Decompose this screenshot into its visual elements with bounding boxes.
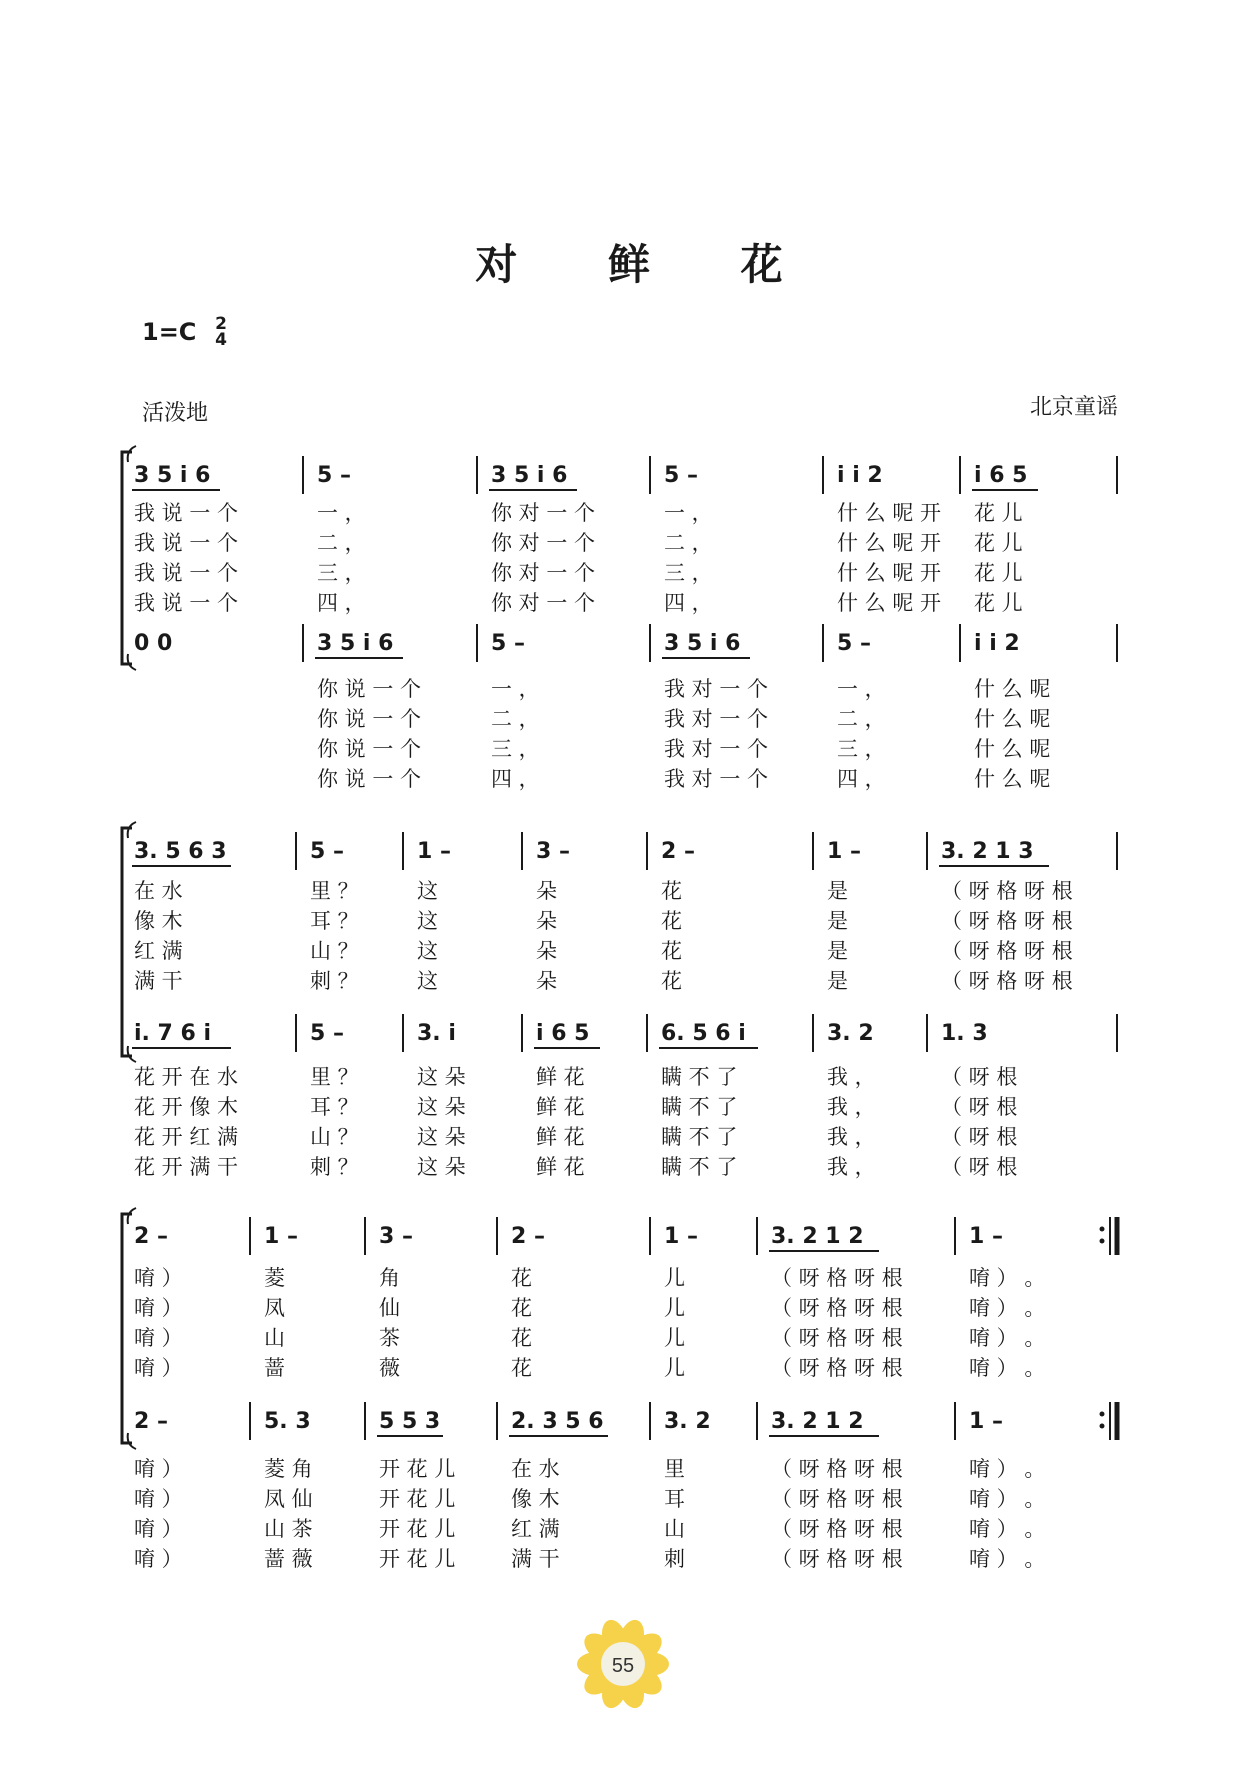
- system-2-bracket-top-hook: [128, 822, 136, 838]
- system-3-lower-measure-3: 5 5 3: [379, 1409, 441, 1434]
- system-3-lower-lyric-verse-1-seg-4: 在 水: [511, 1457, 560, 1481]
- system-3-upper-measure-6: 3. 2 1 2: [771, 1224, 864, 1249]
- system-1-lower-measure-5: 5 –: [837, 631, 871, 656]
- system-1-lower-lyric-verse-3-seg-2: 你 说 一 个: [317, 737, 422, 761]
- system-3-lower-lyric-verse-4-seg-3: 开 花 儿: [379, 1547, 456, 1571]
- system-3-lower-lyric-verse-3-seg-2: 山 茶: [264, 1517, 313, 1541]
- system-3-upper-lyric-verse-1-seg-6: （ 呀 格 呀 根: [771, 1266, 903, 1290]
- system-2-lower-lyric-verse-2-seg-3: 这 朵: [417, 1095, 466, 1119]
- system-2-upper-lyric-verse-3-seg-4: 朵: [536, 939, 557, 963]
- system-3-lower-lyric-verse-1-seg-3: 开 花 儿: [379, 1457, 456, 1481]
- system-2-lower-lyric-verse-2-seg-5: 瞒 不 了: [661, 1095, 738, 1119]
- system-2-lower-lyric-verse-4-seg-3: 这 朵: [417, 1155, 466, 1179]
- system-2-upper-measure-4: 3 –: [536, 839, 570, 864]
- system-1-upper-lyric-verse-1-seg-4: 一 ，: [664, 501, 713, 525]
- system-3-upper-measure-2: 1 –: [264, 1224, 298, 1249]
- system-2-lower-lyric-verse-3-seg-2: 山 ？: [310, 1125, 359, 1149]
- system-1-upper-lyric-verse-1-seg-6: 花 儿: [974, 501, 1023, 525]
- system-1-lower-measure-6: i i 2: [974, 631, 1020, 656]
- system-3-lower-lyric-verse-2-seg-6: （ 呀 格 呀 根: [771, 1487, 903, 1511]
- system-2-lower-lyric-verse-2-seg-6: 我 ，: [827, 1095, 876, 1119]
- system-2-lower-lyric-verse-4-seg-1: 花 开 满 干: [134, 1155, 239, 1179]
- system-1-lower-lyric-verse-3-seg-5: 三 ，: [837, 737, 886, 761]
- system-1-upper-lyric-verse-4-seg-4: 四 ，: [664, 591, 713, 615]
- system-2-upper-measure-5: 2 –: [661, 839, 695, 864]
- system-3-lower-lyric-verse-3-seg-3: 开 花 儿: [379, 1517, 456, 1541]
- system-1-upper-lyric-verse-3-seg-5: 什 么 呢 开: [837, 561, 942, 585]
- system-3-upper-lyric-verse-3-seg-7: 唷 ） 。: [969, 1326, 1046, 1350]
- system-1-lower-lyric-verse-3-seg-3: 三 ，: [491, 737, 540, 761]
- system-3-lower-lyric-verse-2-seg-1: 唷 ）: [134, 1487, 183, 1511]
- system-3-bracket: [122, 1214, 132, 1443]
- system-1-lower-lyric-verse-3-seg-4: 我 对 一 个: [664, 737, 769, 761]
- system-2-upper-lyric-verse-1-seg-5: 花: [661, 879, 682, 903]
- system-3-upper-lyric-verse-2-seg-3: 仙: [379, 1296, 400, 1320]
- system-2-lower-lyric-verse-1-seg-6: 我 ，: [827, 1065, 876, 1089]
- system-3-upper-lyric-verse-2-seg-2: 凤: [264, 1296, 285, 1320]
- system-1-lower-lyric-verse-3-seg-6: 什 么 呢: [974, 737, 1051, 761]
- system-3-lower-lyric-verse-2-seg-2: 凤 仙: [264, 1487, 313, 1511]
- system-2-upper-measure-6: 1 –: [827, 839, 861, 864]
- system-3-lower-lyric-verse-4-seg-6: （ 呀 格 呀 根: [771, 1547, 903, 1571]
- page-number: 55: [611, 1655, 635, 1677]
- time-denominator: 4: [215, 330, 227, 350]
- system-2-lower-lyric-verse-4-seg-2: 刺 ？: [310, 1155, 359, 1179]
- system-2-upper-measure-2: 5 –: [310, 839, 344, 864]
- system-1-lower-lyric-verse-1-seg-5: 一 ，: [837, 677, 886, 701]
- system-1-upper-lyric-verse-1-seg-5: 什 么 呢 开: [837, 501, 942, 525]
- repeat-dot-bottom-2: [1100, 1424, 1105, 1429]
- system-1-upper-measure-4: 5 –: [664, 463, 698, 488]
- system-2-upper-lyric-verse-4-seg-4: 朵: [536, 969, 557, 993]
- system-1-upper-lyric-verse-2-seg-6: 花 儿: [974, 531, 1023, 555]
- system-1-lower-lyric-verse-4-seg-6: 什 么 呢: [974, 767, 1051, 791]
- system-2-upper-lyric-verse-1-seg-4: 朵: [536, 879, 557, 903]
- system-3-upper-measure-4: 2 –: [511, 1224, 545, 1249]
- system-1-upper-lyric-verse-4-seg-6: 花 儿: [974, 591, 1023, 615]
- system-1-upper-lyric-verse-1-seg-3: 你 对 一 个: [491, 501, 596, 525]
- system-2-bracket: [122, 828, 132, 1056]
- system-3-upper-lyric-verse-4-seg-5: 儿: [664, 1356, 685, 1380]
- system-1-lower-measure-1: 0 0: [134, 631, 173, 656]
- system-1-upper-lyric-verse-4-seg-5: 什 么 呢 开: [837, 591, 942, 615]
- system-1-lower-measure-2: 3 5 i 6: [317, 631, 394, 656]
- system-2-lower-measure-3: 3. i: [417, 1021, 456, 1046]
- system-1-lower-lyric-verse-1-seg-4: 我 对 一 个: [664, 677, 769, 701]
- system-3-lower-lyric-verse-1-seg-5: 里: [664, 1457, 685, 1481]
- system-2-lower-measure-5: 6. 5 6 i: [661, 1021, 746, 1046]
- system-3-upper-lyric-verse-2-seg-1: 唷 ）: [134, 1296, 183, 1320]
- system-3-bracket-top-hook: [128, 1208, 136, 1224]
- system-3-lower-lyric-verse-2-seg-7: 唷 ） 。: [969, 1487, 1046, 1511]
- system-2-upper-lyric-verse-1-seg-3: 这: [417, 879, 438, 903]
- system-3-upper-lyric-verse-4-seg-3: 薇: [379, 1356, 400, 1380]
- system-3-lower-lyric-verse-2-seg-3: 开 花 儿: [379, 1487, 456, 1511]
- system-3-upper-lyric-verse-1-seg-1: 唷 ）: [134, 1266, 183, 1290]
- system-2-lower-measure-6: 3. 2: [827, 1021, 874, 1046]
- system-2-lower-lyric-verse-3-seg-1: 花 开 红 满: [134, 1125, 239, 1149]
- system-3-lower-lyric-verse-4-seg-2: 蔷 薇: [264, 1547, 313, 1571]
- system-2-upper-lyric-verse-1-seg-1: 在 水: [134, 879, 183, 903]
- system-1-upper-lyric-verse-2-seg-3: 你 对 一 个: [491, 531, 596, 555]
- system-1-lower-lyric-verse-4-seg-3: 四 ，: [491, 767, 540, 791]
- system-1-upper-lyric-verse-3-seg-1: 我 说 一 个: [134, 561, 239, 585]
- system-1-upper-lyric-verse-2-seg-5: 什 么 呢 开: [837, 531, 942, 555]
- system-3-upper-lyric-verse-3-seg-5: 儿: [664, 1326, 685, 1350]
- system-2-lower-lyric-verse-3-seg-7: （ 呀 根: [941, 1125, 1018, 1149]
- system-2-lower-lyric-verse-2-seg-7: （ 呀 根: [941, 1095, 1018, 1119]
- system-3-upper-lyric-verse-4-seg-2: 蔷: [264, 1356, 285, 1380]
- system-2-lower-measure-2: 5 –: [310, 1021, 344, 1046]
- system-2-lower-measure-1: i. 7 6 i: [134, 1021, 212, 1046]
- system-2-upper-lyric-verse-4-seg-2: 刺 ？: [310, 969, 359, 993]
- system-2-lower-lyric-verse-1-seg-1: 花 开 在 水: [134, 1065, 239, 1089]
- author-credit: 北京童谣: [1029, 395, 1118, 420]
- system-1-upper-lyric-verse-2-seg-1: 我 说 一 个: [134, 531, 239, 555]
- system-3-lower-lyric-verse-3-seg-1: 唷 ）: [134, 1517, 183, 1541]
- system-2-lower-lyric-verse-1-seg-5: 瞒 不 了: [661, 1065, 738, 1089]
- system-2-upper-lyric-verse-1-seg-6: 是: [827, 879, 848, 903]
- system-1-lower-lyric-verse-4-seg-5: 四 ，: [837, 767, 886, 791]
- system-3-upper-lyric-verse-4-seg-7: 唷 ） 。: [969, 1356, 1046, 1380]
- system-3-upper-lyric-verse-2-seg-6: （ 呀 格 呀 根: [771, 1296, 903, 1320]
- system-2-lower-lyric-verse-4-seg-5: 瞒 不 了: [661, 1155, 738, 1179]
- system-3-lower-lyric-verse-1-seg-6: （ 呀 格 呀 根: [771, 1457, 903, 1481]
- system-2-upper-lyric-verse-2-seg-1: 像 木: [134, 909, 183, 933]
- system-3-upper-lyric-verse-2-seg-4: 花: [511, 1296, 532, 1320]
- system-1-lower-lyric-verse-1-seg-6: 什 么 呢: [974, 677, 1051, 701]
- system-2-lower-lyric-verse-3-seg-3: 这 朵: [417, 1125, 466, 1149]
- system-3-lower-measure-7: 1 –: [969, 1409, 1003, 1434]
- system-3-lower-lyric-verse-4-seg-1: 唷 ）: [134, 1547, 183, 1571]
- system-2-lower-lyric-verse-3-seg-6: 我 ，: [827, 1125, 876, 1149]
- system-1-upper-lyric-verse-4-seg-3: 你 对 一 个: [491, 591, 596, 615]
- system-1-upper-lyric-verse-3-seg-3: 你 对 一 个: [491, 561, 596, 585]
- system-2-upper-lyric-verse-4-seg-3: 这: [417, 969, 438, 993]
- system-1-lower-measure-4: 3 5 i 6: [664, 631, 741, 656]
- system-3-lower-lyric-verse-1-seg-2: 菱 角: [264, 1457, 313, 1481]
- song-title: 对 鲜 花: [475, 240, 821, 289]
- system-1-upper-lyric-verse-3-seg-2: 三 ，: [317, 561, 366, 585]
- system-1-lower-lyric-verse-1-seg-2: 你 说 一 个: [317, 677, 422, 701]
- repeat-dot-top-1: [1100, 1227, 1105, 1232]
- system-1-upper-measure-2: 5 –: [317, 463, 351, 488]
- system-1-upper-measure-6: i 6 5: [974, 463, 1028, 488]
- system-2-upper-lyric-verse-4-seg-7: （ 呀 格 呀 根: [941, 969, 1073, 993]
- system-1-lower-lyric-verse-1-seg-3: 一 ，: [491, 677, 540, 701]
- system-3-upper-measure-3: 3 –: [379, 1224, 413, 1249]
- system-3-lower-lyric-verse-2-seg-5: 耳: [664, 1487, 685, 1511]
- system-2-upper-measure-7: 3. 2 1 3: [941, 839, 1034, 864]
- system-3-upper-lyric-verse-4-seg-6: （ 呀 格 呀 根: [771, 1356, 903, 1380]
- system-1-lower-lyric-verse-4-seg-2: 你 说 一 个: [317, 767, 422, 791]
- system-3-upper-measure-5: 1 –: [664, 1224, 698, 1249]
- system-3-upper-lyric-verse-1-seg-4: 花: [511, 1266, 532, 1290]
- system-1-upper-lyric-verse-1-seg-2: 一 ，: [317, 501, 366, 525]
- system-1-lower-lyric-verse-4-seg-4: 我 对 一 个: [664, 767, 769, 791]
- system-2-upper-lyric-verse-2-seg-4: 朵: [536, 909, 557, 933]
- system-3-upper-lyric-verse-3-seg-6: （ 呀 格 呀 根: [771, 1326, 903, 1350]
- system-3-lower-lyric-verse-4-seg-5: 刺: [664, 1547, 685, 1571]
- system-2-upper-lyric-verse-3-seg-3: 这: [417, 939, 438, 963]
- system-2-lower-measure-4: i 6 5: [536, 1021, 590, 1046]
- system-3-upper-lyric-verse-2-seg-7: 唷 ） 。: [969, 1296, 1046, 1320]
- system-2-lower-lyric-verse-3-seg-4: 鲜 花: [536, 1125, 585, 1149]
- system-3-lower-lyric-verse-1-seg-1: 唷 ）: [134, 1457, 183, 1481]
- system-2-upper-measure-1: 3. 5 6 3: [134, 839, 227, 864]
- system-2-lower-lyric-verse-1-seg-3: 这 朵: [417, 1065, 466, 1089]
- system-3-upper-lyric-verse-1-seg-2: 菱: [264, 1266, 285, 1290]
- system-1-lower-lyric-verse-2-seg-4: 我 对 一 个: [664, 707, 769, 731]
- system-3-upper-lyric-verse-3-seg-3: 茶: [379, 1326, 400, 1350]
- system-3-upper-measure-1: 2 –: [134, 1224, 168, 1249]
- key-signature: 1=C: [142, 318, 197, 346]
- system-1-upper-measure-5: i i 2: [837, 463, 883, 488]
- system-1-lower-lyric-verse-2-seg-2: 你 说 一 个: [317, 707, 422, 731]
- system-3-lower-measure-5: 3. 2: [664, 1409, 711, 1434]
- system-3-bracket-bottom-hook: [128, 1433, 136, 1449]
- system-2-upper-lyric-verse-1-seg-2: 里 ？: [310, 879, 359, 903]
- system-2-upper-lyric-verse-3-seg-2: 山 ？: [310, 939, 359, 963]
- system-2-upper-lyric-verse-2-seg-6: 是: [827, 909, 848, 933]
- system-2-upper-lyric-verse-3-seg-1: 红 满: [134, 939, 183, 963]
- system-3-upper-lyric-verse-4-seg-1: 唷 ）: [134, 1356, 183, 1380]
- system-3-upper-lyric-verse-1-seg-7: 唷 ） 。: [969, 1266, 1046, 1290]
- system-3-lower-measure-2: 5. 3: [264, 1409, 311, 1434]
- system-3-upper-measure-7: 1 –: [969, 1224, 1003, 1249]
- system-1-bracket: [122, 452, 132, 664]
- system-1-upper-lyric-verse-3-seg-4: 三 ，: [664, 561, 713, 585]
- system-2-lower-lyric-verse-2-seg-2: 耳 ？: [310, 1095, 359, 1119]
- system-2-upper-lyric-verse-2-seg-7: （ 呀 格 呀 根: [941, 909, 1073, 933]
- system-2-lower-lyric-verse-4-seg-7: （ 呀 根: [941, 1155, 1018, 1179]
- system-2-lower-lyric-verse-1-seg-4: 鲜 花: [536, 1065, 585, 1089]
- system-2-upper-lyric-verse-2-seg-2: 耳 ？: [310, 909, 359, 933]
- system-3-lower-measure-6: 3. 2 1 2: [771, 1409, 864, 1434]
- system-2-upper-lyric-verse-4-seg-6: 是: [827, 969, 848, 993]
- system-3-lower-lyric-verse-2-seg-4: 像 木: [511, 1487, 560, 1511]
- system-2-upper-lyric-verse-1-seg-7: （ 呀 格 呀 根: [941, 879, 1073, 903]
- system-1-upper-lyric-verse-4-seg-1: 我 说 一 个: [134, 591, 239, 615]
- system-2-upper-lyric-verse-2-seg-3: 这: [417, 909, 438, 933]
- system-3-lower-lyric-verse-3-seg-7: 唷 ） 。: [969, 1517, 1046, 1541]
- system-3-lower-lyric-verse-3-seg-5: 山: [664, 1517, 685, 1541]
- system-3-lower-lyric-verse-3-seg-6: （ 呀 格 呀 根: [771, 1517, 903, 1541]
- system-2-lower-lyric-verse-4-seg-6: 我 ，: [827, 1155, 876, 1179]
- system-1-upper-measure-1: 3 5 i 6: [134, 463, 211, 488]
- system-2-upper-lyric-verse-4-seg-5: 花: [661, 969, 682, 993]
- system-3-upper-lyric-verse-1-seg-5: 儿: [664, 1266, 685, 1290]
- repeat-dot-bottom-1: [1100, 1239, 1105, 1244]
- system-1-upper-lyric-verse-2-seg-2: 二 ，: [317, 531, 366, 555]
- system-3-lower-lyric-verse-3-seg-4: 红 满: [511, 1517, 560, 1541]
- system-3-lower-lyric-verse-1-seg-7: 唷 ） 。: [969, 1457, 1046, 1481]
- system-2-lower-lyric-verse-2-seg-4: 鲜 花: [536, 1095, 585, 1119]
- tempo-marking: 活泼地: [142, 401, 209, 426]
- system-1-upper-lyric-verse-3-seg-6: 花 儿: [974, 561, 1023, 585]
- system-2-upper-lyric-verse-3-seg-7: （ 呀 格 呀 根: [941, 939, 1073, 963]
- system-2-upper-lyric-verse-4-seg-1: 满 干: [134, 969, 183, 993]
- system-3-lower-measure-1: 2 –: [134, 1409, 168, 1434]
- system-3-upper-lyric-verse-2-seg-5: 儿: [664, 1296, 685, 1320]
- repeat-dot-top-2: [1100, 1412, 1105, 1417]
- time-numerator: 2: [215, 314, 227, 334]
- system-1-bracket-top-hook: [128, 446, 136, 462]
- system-3-upper-lyric-verse-3-seg-1: 唷 ）: [134, 1326, 183, 1350]
- system-1-lower-lyric-verse-2-seg-3: 二 ，: [491, 707, 540, 731]
- system-3-upper-lyric-verse-1-seg-3: 角: [379, 1266, 400, 1290]
- system-1-upper-lyric-verse-1-seg-1: 我 说 一 个: [134, 501, 239, 525]
- system-3-lower-lyric-verse-4-seg-7: 唷 ） 。: [969, 1547, 1046, 1571]
- system-2-lower-measure-7: 1. 3: [941, 1021, 988, 1046]
- system-2-upper-lyric-verse-3-seg-6: 是: [827, 939, 848, 963]
- system-2-lower-lyric-verse-4-seg-4: 鲜 花: [536, 1155, 585, 1179]
- system-3-upper-lyric-verse-3-seg-4: 花: [511, 1326, 532, 1350]
- system-1-upper-lyric-verse-2-seg-4: 二 ，: [664, 531, 713, 555]
- system-1-bracket-bottom-hook: [128, 654, 136, 670]
- system-2-lower-lyric-verse-2-seg-1: 花 开 像 木: [134, 1095, 239, 1119]
- system-2-lower-lyric-verse-3-seg-5: 瞒 不 了: [661, 1125, 738, 1149]
- system-2-upper-lyric-verse-3-seg-5: 花: [661, 939, 682, 963]
- system-3-lower-lyric-verse-4-seg-4: 满 干: [511, 1547, 560, 1571]
- system-3-upper-lyric-verse-3-seg-2: 山: [264, 1326, 285, 1350]
- system-1-upper-lyric-verse-4-seg-2: 四 ，: [317, 591, 366, 615]
- system-1-upper-measure-3: 3 5 i 6: [491, 463, 568, 488]
- system-2-lower-lyric-verse-1-seg-7: （ 呀 根: [941, 1065, 1018, 1089]
- system-3-lower-measure-4: 2. 3 5 6: [511, 1409, 604, 1434]
- system-2-upper-lyric-verse-2-seg-5: 花: [661, 909, 682, 933]
- system-1-lower-lyric-verse-2-seg-5: 二 ，: [837, 707, 886, 731]
- system-1-lower-lyric-verse-2-seg-6: 什 么 呢: [974, 707, 1051, 731]
- system-2-upper-measure-3: 1 –: [417, 839, 451, 864]
- system-2-lower-lyric-verse-1-seg-2: 里 ？: [310, 1065, 359, 1089]
- system-1-lower-measure-3: 5 –: [491, 631, 525, 656]
- system-3-upper-lyric-verse-4-seg-4: 花: [511, 1356, 532, 1380]
